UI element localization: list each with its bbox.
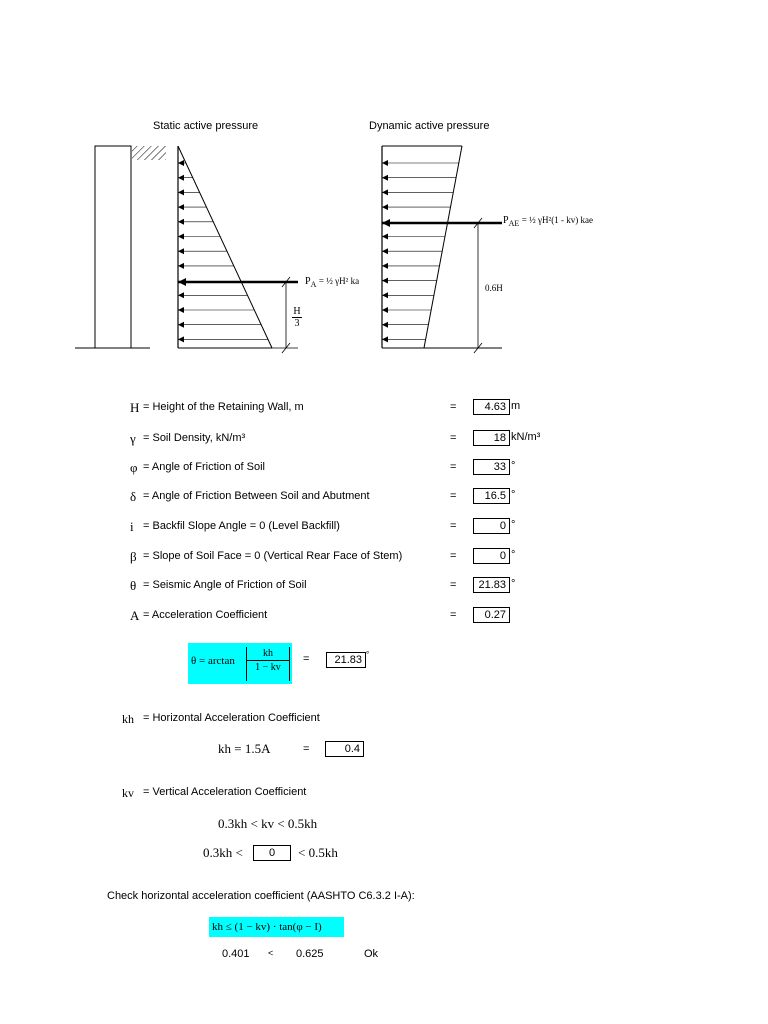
theta-formula-highlight (188, 643, 292, 684)
theta-formula-value[interactable]: 21.83 (326, 652, 366, 668)
pa-label: $P_A$ = ½ γH² ka (305, 276, 360, 289)
diagram-svg (0, 0, 768, 400)
kv-range-left: 0.3kh < (203, 845, 243, 860)
param-eq: = (450, 550, 457, 562)
pressure-arrow (178, 292, 184, 298)
param-unit: kN/m³ (511, 431, 541, 443)
param-symbol: A (130, 608, 140, 623)
pressure-arrow (382, 336, 388, 342)
param-desc: = Height of the Retaining Wall, m (143, 401, 304, 413)
param-eq: = (450, 401, 457, 413)
param-symbol: θ (130, 578, 137, 593)
theta-formula-unit: ° (366, 650, 370, 659)
param-symbol: H (130, 400, 140, 415)
check-op: < (268, 948, 274, 958)
param-eq: = (450, 520, 457, 532)
param-symbol: β (130, 549, 137, 564)
pressure-arrow (382, 322, 388, 328)
param-value[interactable]: 4.63 (473, 399, 510, 415)
kv-desc: = Vertical Acceleration Coefficient (143, 786, 307, 798)
param-symbol: δ (130, 489, 137, 504)
pressure-arrow (382, 204, 388, 210)
param-eq: = (450, 461, 457, 473)
check-lhs: 0.401 (222, 948, 250, 960)
param-eq: = (450, 432, 457, 444)
pressure-arrow (178, 336, 184, 342)
pressure-arrow (178, 175, 184, 181)
check-rhs: 0.625 (296, 948, 324, 960)
static-title: Static active pressure (153, 120, 259, 132)
param-symbol: γ (130, 431, 136, 446)
pressure-arrow (178, 189, 184, 195)
kv-symbol: kv (122, 786, 134, 800)
param-unit: ° (511, 489, 516, 501)
kh-value[interactable]: 0.4 (325, 741, 364, 757)
pressure-arrow (178, 160, 184, 166)
param-value[interactable]: 21.83 (473, 577, 510, 593)
param-unit: ° (511, 549, 516, 561)
kh-desc: = Horizontal Acceleration Coefficient (143, 712, 320, 724)
param-desc: = Seismic Angle of Friction of Soil (143, 579, 307, 591)
pressure-arrow (178, 219, 184, 225)
kh-symbol: kh (122, 712, 134, 726)
kv-value[interactable]: 0 (253, 845, 291, 861)
pressure-arrow (382, 263, 388, 269)
dynamic-title: Dynamic active pressure (369, 120, 490, 132)
param-eq: = (450, 609, 457, 621)
param-unit: ° (511, 519, 516, 531)
pressure-arrow (382, 160, 388, 166)
kv-range: 0.3kh < kv < 0.5kh (218, 816, 318, 831)
param-symbol: i (130, 519, 134, 534)
param-value[interactable]: 0.27 (473, 607, 510, 623)
param-desc: = Slope of Soil Face = 0 (Vertical Rear Face of Stem) (143, 550, 403, 562)
pressure-arrow (382, 292, 388, 298)
param-value[interactable]: 18 (473, 430, 510, 446)
theta-formula-lhs: θ = arctan (191, 655, 235, 667)
param-value[interactable]: 33 (473, 459, 510, 475)
param-desc: = Backfil Slope Angle = 0 (Level Backfill) (143, 520, 340, 532)
param-value[interactable]: 16.5 (473, 488, 510, 504)
pressure-arrow (178, 248, 184, 254)
param-value[interactable]: 0 (473, 518, 510, 534)
pressure-arrow (178, 307, 184, 313)
param-symbol: φ (130, 460, 138, 475)
theta-formula-eq: = (303, 653, 310, 665)
pressure-arrow (178, 204, 184, 210)
param-unit: ° (511, 460, 516, 472)
pressure-arrow (178, 263, 184, 269)
param-eq: = (450, 579, 457, 591)
param-desc: = Soil Density, kN/m³ (143, 432, 246, 444)
param-desc: = Angle of Friction of Soil (143, 461, 265, 473)
pressure-arrow (382, 248, 388, 254)
h06-label: 0.6H (485, 283, 503, 293)
check-formula: kh ≤ (1 − kv) · tan(φ − I) (209, 917, 344, 937)
param-unit: ° (511, 578, 516, 590)
h-over-3: H 3 (293, 306, 301, 329)
kh-formula: kh = 1.5A (218, 741, 271, 756)
dynamic-pressure-trapezoid (382, 146, 502, 353)
retaining-wall (75, 146, 166, 348)
pressure-arrow (178, 322, 184, 328)
param-eq: = (450, 490, 457, 502)
pressure-arrow (382, 234, 388, 240)
static-pressure-triangle (178, 146, 298, 353)
kv-range-right: < 0.5kh (298, 845, 338, 860)
pressure-arrow (178, 234, 184, 240)
pressure-arrow (382, 278, 388, 284)
pressure-arrow (382, 307, 388, 313)
kh-eq: = (303, 743, 310, 755)
check-title: Check horizontal acceleration coefficient (AASHTO C6.3.2 I-A): (107, 890, 415, 902)
check-result: Ok (364, 948, 379, 960)
pae-label: $P_{AE}$ = ½ γH²(1 - kv) kae (503, 215, 593, 228)
param-desc: = Acceleration Coefficient (143, 609, 268, 621)
pressure-arrow (382, 175, 388, 181)
param-desc: = Angle of Friction Between Soil and Abutment (143, 490, 370, 502)
theta-formula-fraction: kh 1 − kv (246, 647, 290, 681)
param-unit: m (511, 400, 521, 412)
pressure-arrow (382, 189, 388, 195)
param-value[interactable]: 0 (473, 548, 510, 564)
